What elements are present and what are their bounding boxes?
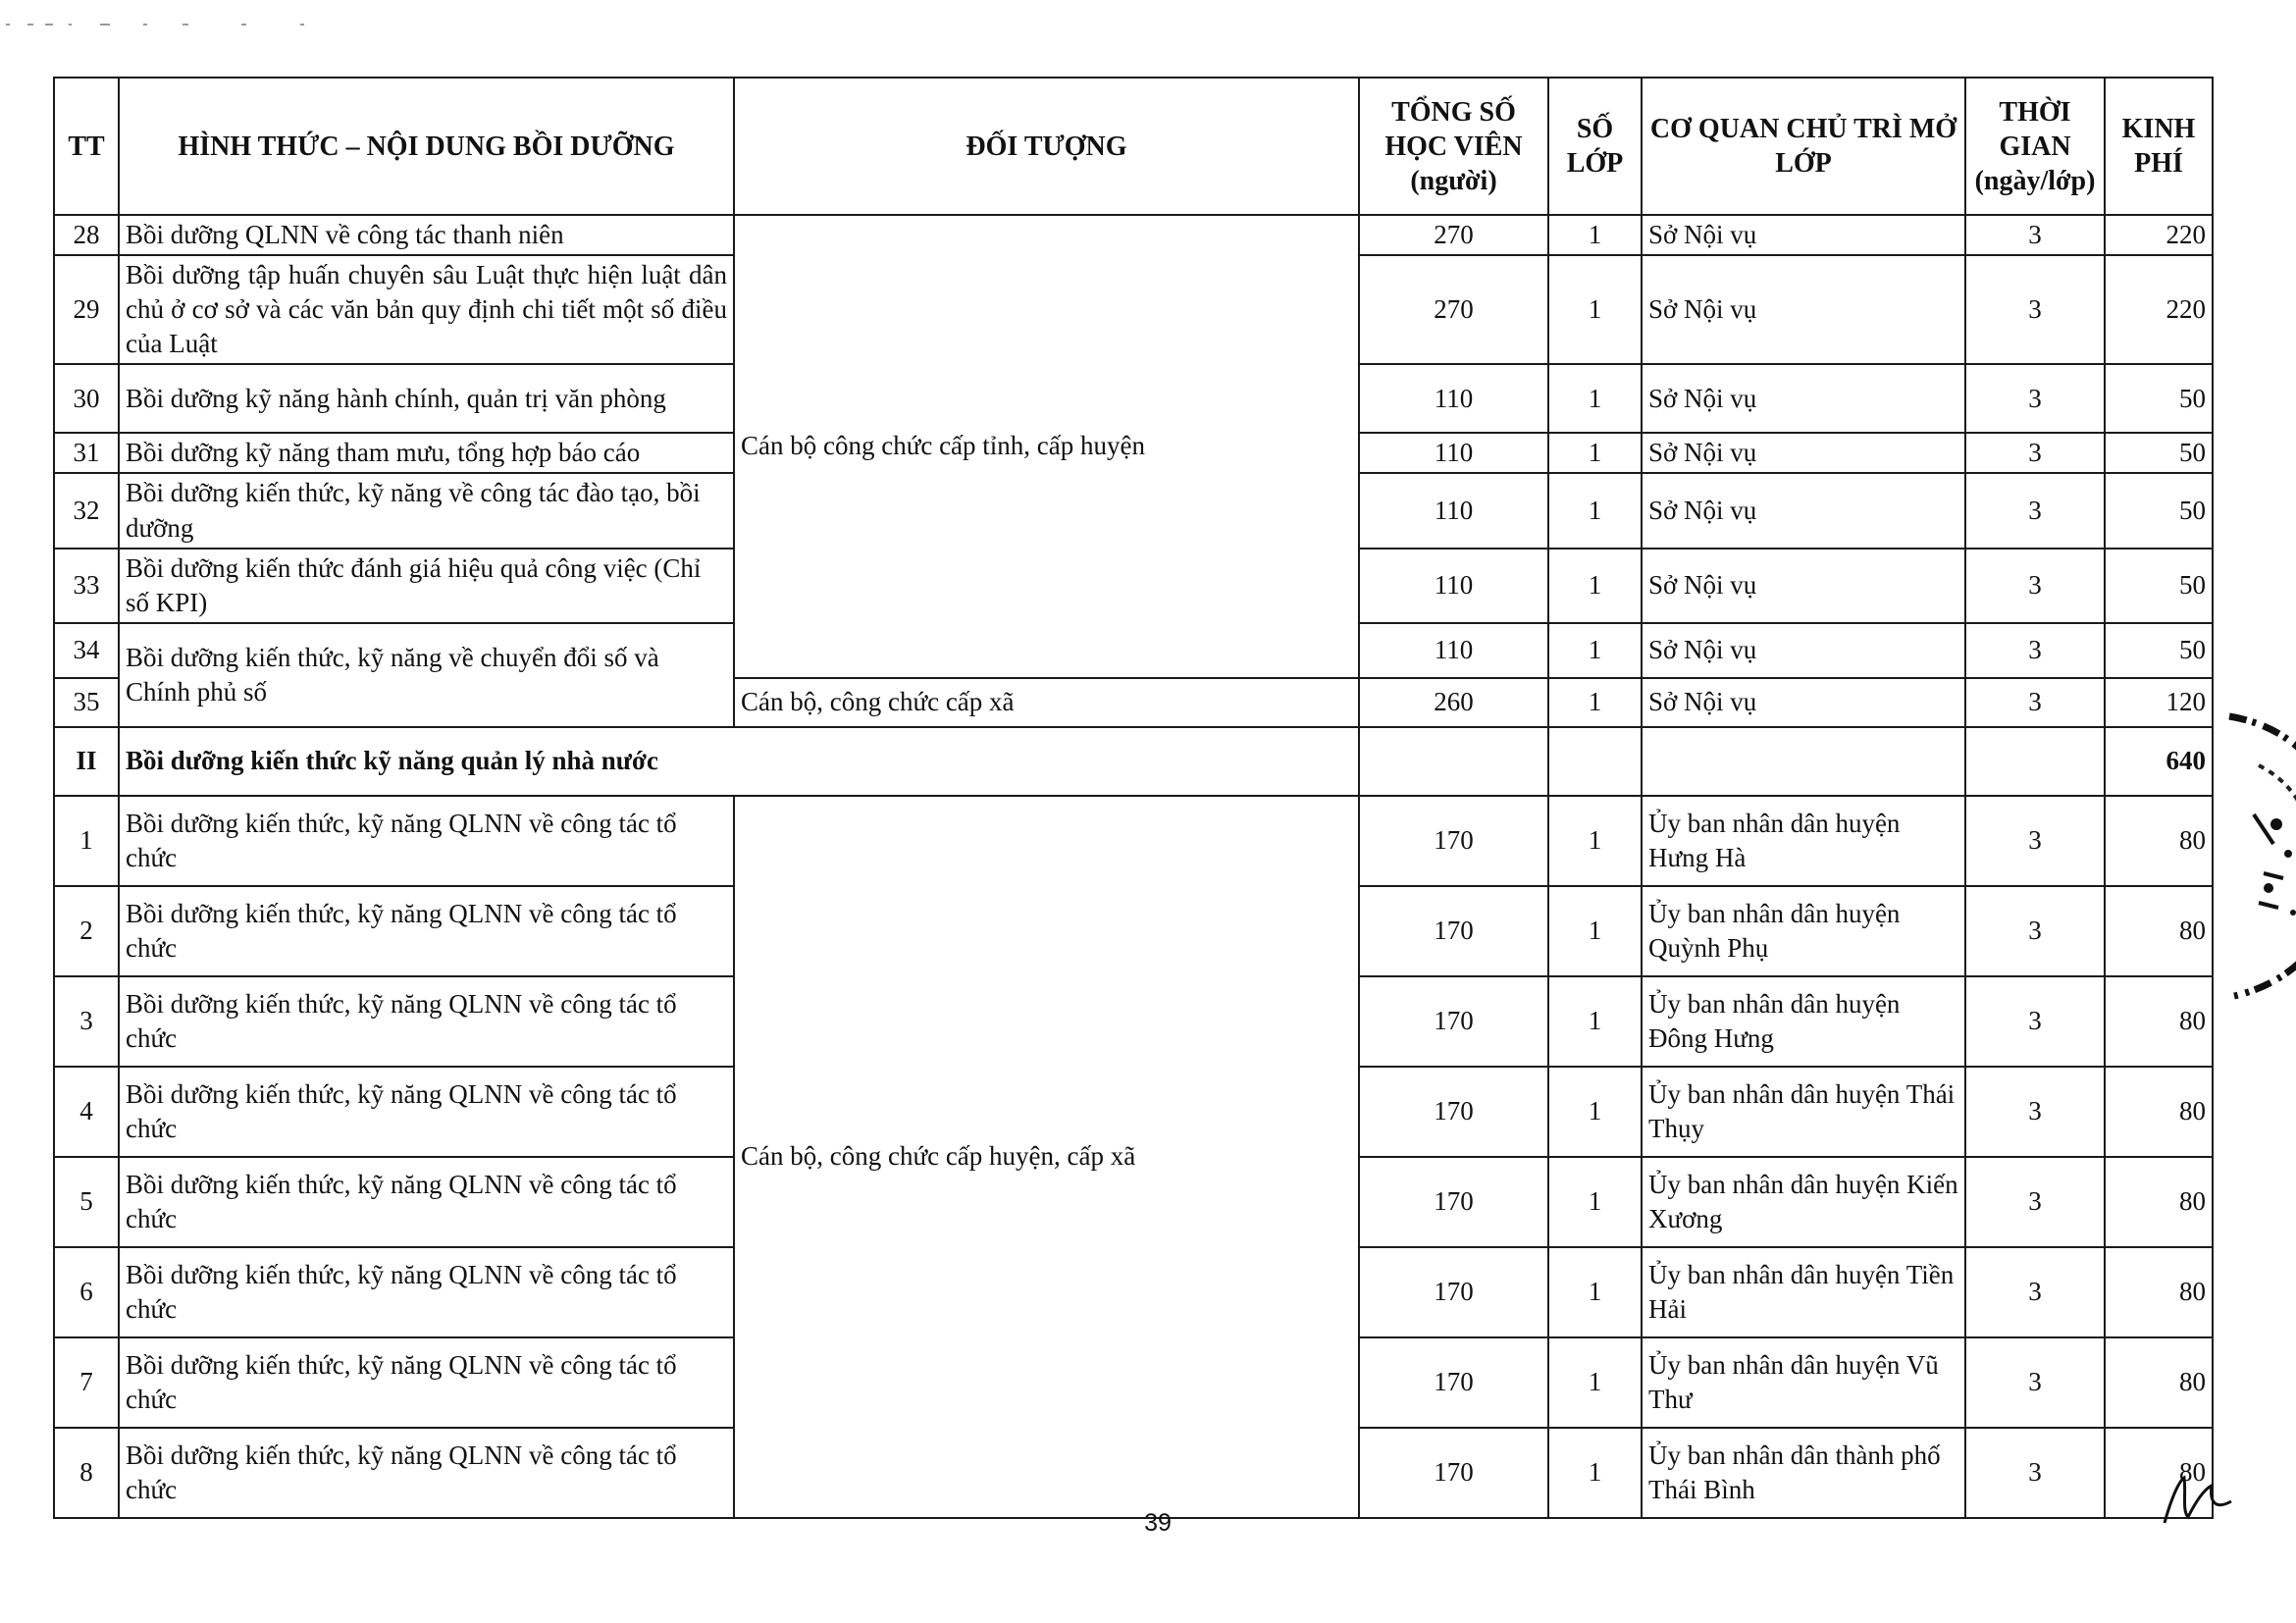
- row-classes: 1: [1548, 976, 1642, 1067]
- row-content: Bồi dưỡng kiến thức, kỹ năng QLNN về công tác tổ chức: [119, 796, 734, 886]
- row-duration: 3: [1965, 473, 2105, 548]
- row-learners: 170: [1359, 976, 1548, 1067]
- row-duration: 3: [1965, 976, 2105, 1067]
- header-row: [54, 78, 2213, 215]
- row-budget: 120: [2105, 678, 2213, 727]
- row-classes: 1: [1548, 473, 1642, 548]
- row-agency: Sở Nội vụ: [1642, 678, 1965, 727]
- row-classes: 1: [1548, 678, 1642, 727]
- row-duration: 3: [1965, 1067, 2105, 1157]
- row-learners: 260: [1359, 678, 1548, 727]
- row-classes: 1: [1548, 433, 1642, 473]
- row-tt: 30: [54, 364, 119, 433]
- row-budget: 80: [2105, 976, 2213, 1067]
- header-learners: TỔNG SỐ HỌC VIÊN (người): [1359, 78, 1548, 215]
- row-learners: 270: [1359, 255, 1548, 364]
- row-content: Bồi dưỡng kỹ năng hành chính, quản trị văn phòng: [119, 364, 734, 433]
- row-budget: 50: [2105, 623, 2213, 678]
- row-tt: 2: [54, 886, 119, 976]
- row-learners: 270: [1359, 215, 1548, 255]
- row-agency: Ủy ban nhân dân huyện Quỳnh Phụ: [1642, 886, 1965, 976]
- row-learners: 110: [1359, 433, 1548, 473]
- header-target: ĐỐI TƯỢNG: [734, 78, 1359, 215]
- scan-noise: [6, 14, 320, 18]
- row-learners: 170: [1359, 1428, 1548, 1518]
- row-agency: Ủy ban nhân dân huyện Đông Hưng: [1642, 976, 1965, 1067]
- row-tt: 33: [54, 549, 119, 623]
- header-agency: CƠ QUAN CHỦ TRÌ MỞ LỚP: [1642, 78, 1965, 215]
- row-agency: Ủy ban nhân dân huyện Hưng Hà: [1642, 796, 1965, 886]
- row-duration: 3: [1965, 255, 2105, 364]
- row-content: Bồi dưỡng kiến thức, kỹ năng QLNN về công tác tổ chức: [119, 1067, 734, 1157]
- row-tt: 28: [54, 215, 119, 255]
- row-agency: Sở Nội vụ: [1642, 433, 1965, 473]
- row-budget: 80: [2105, 796, 2213, 886]
- row-budget: 220: [2105, 215, 2213, 255]
- initials-signature: [2159, 1472, 2237, 1531]
- row-content: Bồi dưỡng kiến thức, kỹ năng QLNN về công tác tổ chức: [119, 1247, 734, 1337]
- row-agency: Ủy ban nhân dân huyện Thái Thụy: [1642, 1067, 1965, 1157]
- row-learners: 170: [1359, 886, 1548, 976]
- row-learners: 170: [1359, 1337, 1548, 1428]
- row-classes: 1: [1548, 796, 1642, 886]
- row-tt: 7: [54, 1337, 119, 1428]
- row-content: Bồi dưỡng kiến thức, kỹ năng QLNN về công tác tổ chức: [119, 1337, 734, 1428]
- section-row: [54, 727, 2213, 796]
- row-classes: 1: [1548, 1337, 1642, 1428]
- section-budget: 640: [2105, 727, 2213, 796]
- header-duration: THỜI GIAN (ngày/lớp): [1965, 78, 2105, 215]
- row-learners: 170: [1359, 1157, 1548, 1247]
- row-tt: 8: [54, 1428, 119, 1518]
- table-row: [54, 215, 2213, 255]
- section-number: II: [54, 727, 119, 796]
- row-content: Bồi dưỡng kiến thức, kỹ năng QLNN về công tác tổ chức: [119, 976, 734, 1067]
- row-content: Bồi dưỡng kiến thức, kỹ năng về chuyển đổi số và Chính phủ số: [119, 623, 734, 727]
- row-content: Bồi dưỡng tập huấn chuyên sâu Luật thực hiện luật dân chủ ở cơ sở và các văn bản quy định chi tiết một số điều của Luật: [119, 255, 734, 364]
- row-tt: 29: [54, 255, 119, 364]
- row-budget: 80: [2105, 1337, 2213, 1428]
- row-duration: 3: [1965, 1337, 2105, 1428]
- section-title: Bồi dưỡng kiến thức kỹ năng quản lý nhà nước: [119, 727, 1359, 796]
- row-tt: 32: [54, 473, 119, 548]
- header-budget: KINH PHÍ: [2105, 78, 2213, 215]
- row-agency: Sở Nội vụ: [1642, 215, 1965, 255]
- row-tt: 31: [54, 433, 119, 473]
- row-duration: 3: [1965, 1157, 2105, 1247]
- row-tt: 6: [54, 1247, 119, 1337]
- row-budget: 50: [2105, 364, 2213, 433]
- row-classes: 1: [1548, 255, 1642, 364]
- row-classes: 1: [1548, 364, 1642, 433]
- row-agency: Ủy ban nhân dân huyện Vũ Thư: [1642, 1337, 1965, 1428]
- row-agency: Sở Nội vụ: [1642, 623, 1965, 678]
- row-budget: 80: [2105, 1247, 2213, 1337]
- row-agency: Sở Nội vụ: [1642, 255, 1965, 364]
- row-budget: 80: [2105, 1067, 2213, 1157]
- training-plan-table: [53, 77, 2214, 1519]
- row-learners: 110: [1359, 473, 1548, 548]
- row-classes: 1: [1548, 1157, 1642, 1247]
- row-tt: 35: [54, 678, 119, 727]
- row-learners: 110: [1359, 364, 1548, 433]
- row-content: Bồi dưỡng kiến thức đánh giá hiệu quả công việc (Chỉ số KPI): [119, 549, 734, 623]
- row-content: Bồi dưỡng kiến thức, kỹ năng QLNN về công tác tổ chức: [119, 886, 734, 976]
- section-agency: [1642, 727, 1965, 796]
- row-duration: 3: [1965, 433, 2105, 473]
- row-classes: 1: [1548, 623, 1642, 678]
- row-budget: 80: [2105, 1428, 2213, 1518]
- row-classes: 1: [1548, 215, 1642, 255]
- row-content: Bồi dưỡng QLNN về công tác thanh niên: [119, 215, 734, 255]
- row-learners: 170: [1359, 1067, 1548, 1157]
- row-duration: 3: [1965, 549, 2105, 623]
- row-duration: 3: [1965, 623, 2105, 678]
- header-tt: TT: [54, 78, 119, 215]
- row-tt: 4: [54, 1067, 119, 1157]
- row-budget: 50: [2105, 549, 2213, 623]
- row-content: Bồi dưỡng kiến thức, kỹ năng QLNN về công tác tổ chức: [119, 1428, 734, 1518]
- row-tt: 34: [54, 623, 119, 678]
- row-content: Bồi dưỡng kiến thức, kỹ năng về công tác đào tạo, bồi dưỡng: [119, 473, 734, 548]
- official-seal-fragment: [2219, 707, 2296, 1001]
- target-group-provincial: Cán bộ công chức cấp tỉnh, cấp huyện: [734, 215, 1359, 678]
- row-agency: Sở Nội vụ: [1642, 364, 1965, 433]
- header-content: HÌNH THỨC – NỘI DUNG BỒI DƯỠNG: [119, 78, 734, 215]
- table-row: [54, 796, 2213, 886]
- row-budget: 50: [2105, 473, 2213, 548]
- row-classes: 1: [1548, 549, 1642, 623]
- row-classes: 1: [1548, 886, 1642, 976]
- row-duration: 3: [1965, 364, 2105, 433]
- row-duration: 3: [1965, 796, 2105, 886]
- row-tt: 1: [54, 796, 119, 886]
- row-budget: 80: [2105, 886, 2213, 976]
- row-duration: 3: [1965, 215, 2105, 255]
- row-duration: 3: [1965, 1428, 2105, 1518]
- row-budget: 80: [2105, 1157, 2213, 1247]
- row-budget: 50: [2105, 433, 2213, 473]
- section-duration: [1965, 727, 2105, 796]
- row-learners: 110: [1359, 623, 1548, 678]
- row-agency: Ủy ban nhân dân huyện Tiền Hải: [1642, 1247, 1965, 1337]
- row-budget: 220: [2105, 255, 2213, 364]
- row-tt: 5: [54, 1157, 119, 1247]
- row-content: Bồi dưỡng kỹ năng tham mưu, tổng hợp báo cáo: [119, 433, 734, 473]
- row-agency: Ủy ban nhân dân thành phố Thái Bình: [1642, 1428, 1965, 1518]
- target-group-district-commune: Cán bộ, công chức cấp huyện, cấp xã: [734, 796, 1359, 1518]
- row-classes: 1: [1548, 1067, 1642, 1157]
- row-duration: 3: [1965, 1247, 2105, 1337]
- row-learners: 170: [1359, 1247, 1548, 1337]
- row-duration: 3: [1965, 886, 2105, 976]
- row-learners: 170: [1359, 796, 1548, 886]
- row-classes: 1: [1548, 1428, 1642, 1518]
- row-content: Bồi dưỡng kiến thức, kỹ năng QLNN về công tác tổ chức: [119, 1157, 734, 1247]
- target-group-commune: Cán bộ, công chức cấp xã: [734, 678, 1359, 727]
- section-learners: [1359, 727, 1548, 796]
- row-duration: 3: [1965, 678, 2105, 727]
- row-tt: 3: [54, 976, 119, 1067]
- section-classes: [1548, 727, 1642, 796]
- row-agency: Sở Nội vụ: [1642, 549, 1965, 623]
- header-classes: SỐ LỚP: [1548, 78, 1642, 215]
- page-number: 39: [1144, 1509, 1172, 1537]
- row-agency: Sở Nội vụ: [1642, 473, 1965, 548]
- row-learners: 110: [1359, 549, 1548, 623]
- row-classes: 1: [1548, 1247, 1642, 1337]
- row-agency: Ủy ban nhân dân huyện Kiến Xương: [1642, 1157, 1965, 1247]
